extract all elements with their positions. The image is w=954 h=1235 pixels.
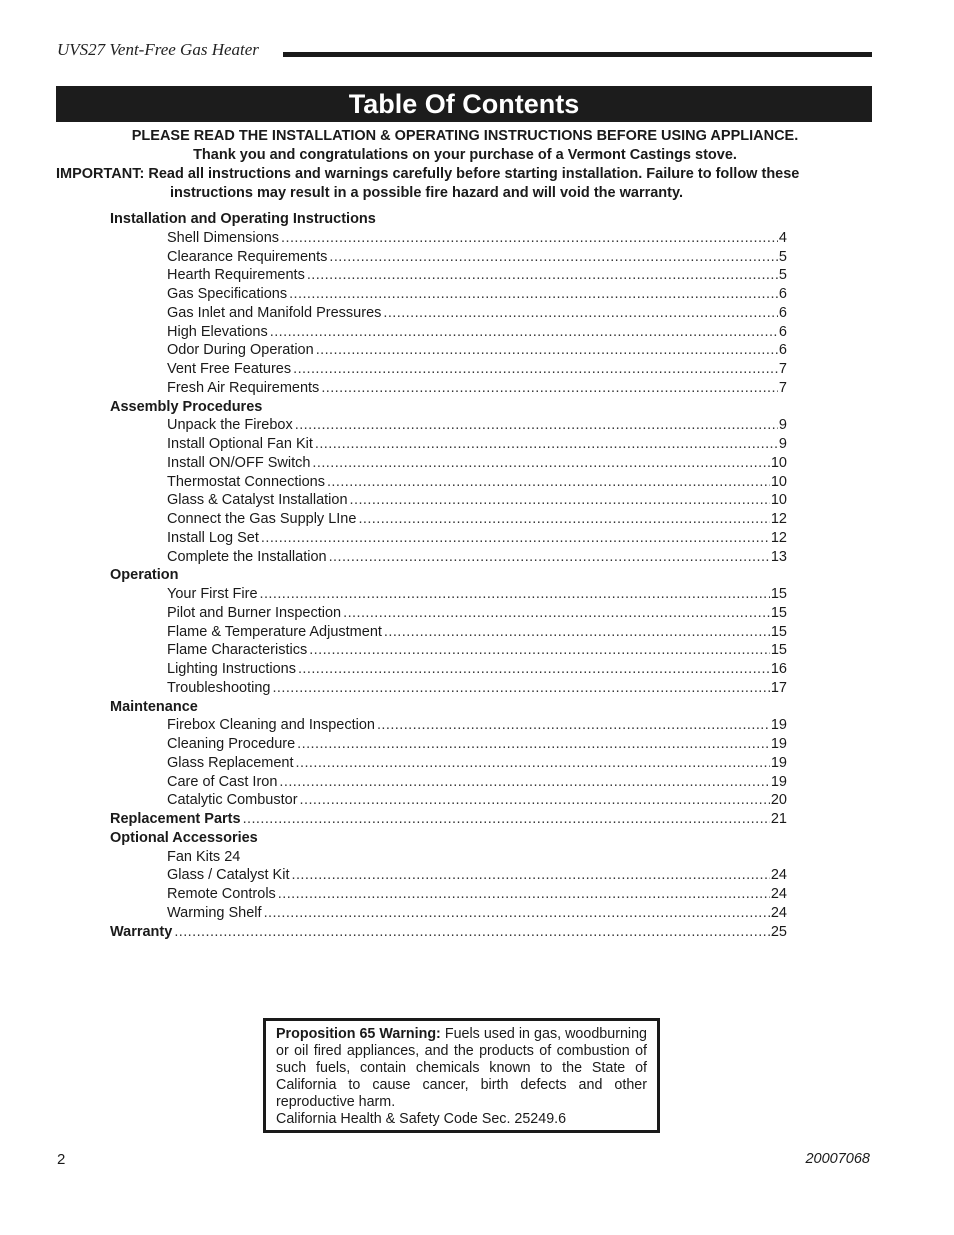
intro-line-4: instructions may result in a possible fire hazard and will void the warranty. (170, 185, 683, 201)
dot-leader (329, 548, 770, 567)
dot-leader (174, 923, 770, 942)
toc-page: 12 (770, 529, 787, 546)
toc-page: 10 (770, 454, 787, 471)
toc-label: Flame Characteristics (167, 642, 308, 659)
toc-section (110, 398, 787, 417)
toc-entry (110, 904, 787, 923)
toc-section (110, 566, 787, 585)
toc-label: Warranty (110, 923, 173, 940)
toc-entry (110, 548, 787, 567)
dot-leader (297, 735, 770, 754)
toc-entry (110, 641, 787, 660)
toc-page: 5 (778, 248, 787, 265)
toc-label: Install Optional Fan Kit (167, 436, 313, 452)
toc-label: Glass & Catalyst Installation (167, 492, 348, 509)
dot-leader (260, 585, 770, 604)
toc-page: 7 (778, 379, 787, 396)
toc-label: Troubleshooting (167, 679, 271, 696)
page-title: Table Of Contents (348, 88, 580, 119)
toc-entry (110, 679, 787, 698)
toc-page: 19 (770, 736, 787, 752)
dot-leader (296, 754, 770, 773)
toc-page: 19 (770, 717, 787, 734)
toc-section (110, 698, 787, 717)
toc-label: Installation and Operating Instructions (110, 211, 376, 227)
toc-page: 24 (770, 904, 787, 921)
toc-page: 16 (770, 661, 787, 677)
dot-leader (300, 791, 770, 810)
dot-leader (343, 604, 770, 623)
warning-code: California Health & Safety Code Sec. 25249.6 (276, 1111, 567, 1127)
dot-leader (279, 773, 769, 792)
toc-entry (110, 304, 787, 323)
toc-label: High Elevations (167, 323, 268, 340)
dot-leader (289, 285, 778, 304)
dot-leader (272, 679, 769, 698)
toc-label: Odor During Operation (167, 342, 314, 359)
toc-entry (110, 623, 787, 642)
dot-leader (270, 323, 778, 342)
toc-label: Clearance Requirements (167, 248, 328, 265)
toc-page: 21 (770, 811, 787, 827)
toc-label: Hearth Requirements (167, 267, 305, 284)
toc-label: Optional Accessories (110, 829, 258, 846)
toc-label: Pilot and Burner Inspection (167, 604, 342, 621)
toc-page: 13 (770, 548, 787, 565)
toc-entry (110, 341, 787, 360)
toc-entry (110, 266, 787, 285)
toc-entry (110, 510, 787, 529)
toc-label: Gas Inlet and Manifold Pressures (167, 304, 382, 321)
toc-page: 20 (770, 792, 787, 809)
toc-page: 12 (770, 511, 787, 527)
toc-label: Connect the Gas Supply LIne (167, 511, 357, 527)
document-number: 20007068 (805, 1151, 870, 1167)
dot-leader (291, 866, 769, 885)
dot-leader (293, 360, 778, 379)
warning-body: Fuels used in gas, woodburning or oil fired appliances, and the products of combustion of such fuels, contain chemicals known to the State of California to cause cancer, birth defects and other reproductive harm. (276, 1026, 647, 1110)
dot-leader (312, 454, 769, 473)
toc-entry (110, 435, 787, 454)
toc-entry (110, 773, 787, 792)
toc-label: Assembly Procedures (110, 398, 263, 415)
toc-entry (110, 454, 787, 473)
toc-entry (110, 848, 787, 867)
dot-leader (350, 491, 770, 510)
toc-section (110, 829, 787, 848)
toc-entry (110, 791, 787, 810)
toc-label: Operation (110, 567, 179, 584)
toc-page: 25 (770, 923, 787, 940)
toc-label: Replacement Parts (110, 811, 241, 827)
dot-leader (383, 304, 778, 323)
dot-leader (261, 529, 770, 548)
toc-entry (110, 248, 787, 267)
dot-leader (298, 660, 770, 679)
prop65-warning-box (263, 1018, 660, 1133)
toc-page: 6 (778, 323, 787, 340)
toc-label: Firebox Cleaning and Inspection (167, 717, 375, 734)
dot-leader (281, 229, 778, 248)
toc-page: 4 (778, 229, 787, 246)
dot-leader (321, 379, 778, 398)
toc-entry (110, 604, 787, 623)
toc-page: 9 (778, 436, 787, 452)
toc-label: Complete the Installation (167, 548, 327, 565)
toc-label: Fan Kits (167, 848, 221, 865)
toc-label: Remote Controls (167, 886, 276, 902)
toc-page: 15 (770, 586, 787, 602)
toc-label: Vent Free Features (167, 361, 292, 377)
toc-page: 10 (770, 473, 787, 490)
toc-entry (110, 660, 787, 679)
page-number: 2 (57, 1151, 66, 1168)
dot-leader (316, 341, 778, 360)
toc-entry (110, 716, 787, 735)
toc-label: Care of Cast Iron (167, 773, 278, 790)
toc-entry (110, 866, 787, 885)
toc-section (110, 923, 787, 942)
toc-label: Thermostat Connections (167, 473, 325, 490)
toc-label: Warming Shelf (167, 904, 262, 921)
toc-entry (110, 416, 787, 435)
toc-page: 24 (770, 867, 787, 884)
toc-label: Glass Replacement (167, 754, 294, 771)
toc-entry (110, 229, 787, 248)
toc-page: 15 (770, 623, 787, 640)
toc-entry (110, 885, 787, 904)
toc-label: Shell Dimensions (167, 229, 280, 246)
dot-leader (278, 885, 770, 904)
toc-label: Cleaning Procedure (167, 736, 296, 752)
toc-label: Maintenance (110, 698, 198, 715)
dot-leader (384, 623, 770, 642)
toc-page: 9 (778, 417, 787, 434)
toc-entry (110, 754, 787, 773)
toc-section (110, 210, 787, 229)
toc-page: 6 (778, 342, 787, 359)
dot-leader (295, 416, 778, 435)
toc-page: 15 (770, 604, 787, 621)
dot-leader (315, 435, 778, 454)
toc-page: 5 (778, 267, 787, 284)
toc-entry (110, 473, 787, 492)
table-of-contents (110, 210, 787, 941)
header-title: UVS27 Vent-Free Gas Heater (57, 40, 259, 59)
toc-label: Your First Fire (167, 586, 258, 602)
toc-page: 17 (770, 679, 787, 696)
toc-label: Fresh Air Requirements (167, 379, 320, 396)
dot-leader (309, 641, 770, 660)
toc-page: 10 (770, 492, 787, 509)
dot-leader (327, 473, 770, 492)
dot-leader (307, 266, 778, 285)
toc-label: Catalytic Combustor (167, 792, 298, 809)
toc-page: 24 (224, 848, 241, 865)
toc-label: Flame & Temperature Adjustment (167, 623, 382, 640)
toc-label: Gas Specifications (167, 286, 288, 302)
toc-page: 6 (778, 286, 787, 302)
toc-label: Install Log Set (167, 529, 259, 546)
toc-entry (110, 323, 787, 342)
toc-label: Glass / Catalyst Kit (167, 867, 290, 884)
toc-page: 19 (770, 754, 787, 771)
toc-page: 6 (778, 304, 787, 321)
intro-line-1: PLEASE READ THE INSTALLATION & OPERATING INSTRUCTIONS BEFORE USING APPLIANCE. (131, 128, 799, 144)
toc-entry (110, 529, 787, 548)
toc-page: 15 (770, 642, 787, 659)
toc-page: 19 (770, 773, 787, 790)
intro-line-3: IMPORTANT: Read all instructions and warnings carefully before starting installation. Failure to follow these (56, 166, 800, 182)
toc-label: Install ON/OFF Switch (167, 454, 311, 471)
toc-entry (110, 491, 787, 510)
warning-heading: Proposition 65 Warning: (276, 1026, 441, 1042)
toc-entry (110, 379, 787, 398)
dot-leader (264, 904, 770, 923)
toc-label: Lighting Instructions (167, 661, 296, 677)
toc-entry (110, 285, 787, 304)
toc-page: 7 (778, 361, 787, 377)
dot-leader (243, 810, 770, 829)
page-title-bar (56, 86, 872, 122)
toc-entry (110, 585, 787, 604)
toc-entry (110, 360, 787, 379)
dot-leader (329, 248, 778, 267)
toc-label: Unpack the Firebox (167, 417, 293, 434)
header-rule (283, 52, 872, 57)
intro-notice (40, 127, 890, 203)
dot-leader (358, 510, 769, 529)
toc-page: 24 (770, 886, 787, 902)
dot-leader (377, 716, 770, 735)
toc-entry (110, 735, 787, 754)
toc-section (110, 810, 787, 829)
intro-line-2: Thank you and congratulations on your purchase of a Vermont Castings stove. (193, 147, 737, 163)
